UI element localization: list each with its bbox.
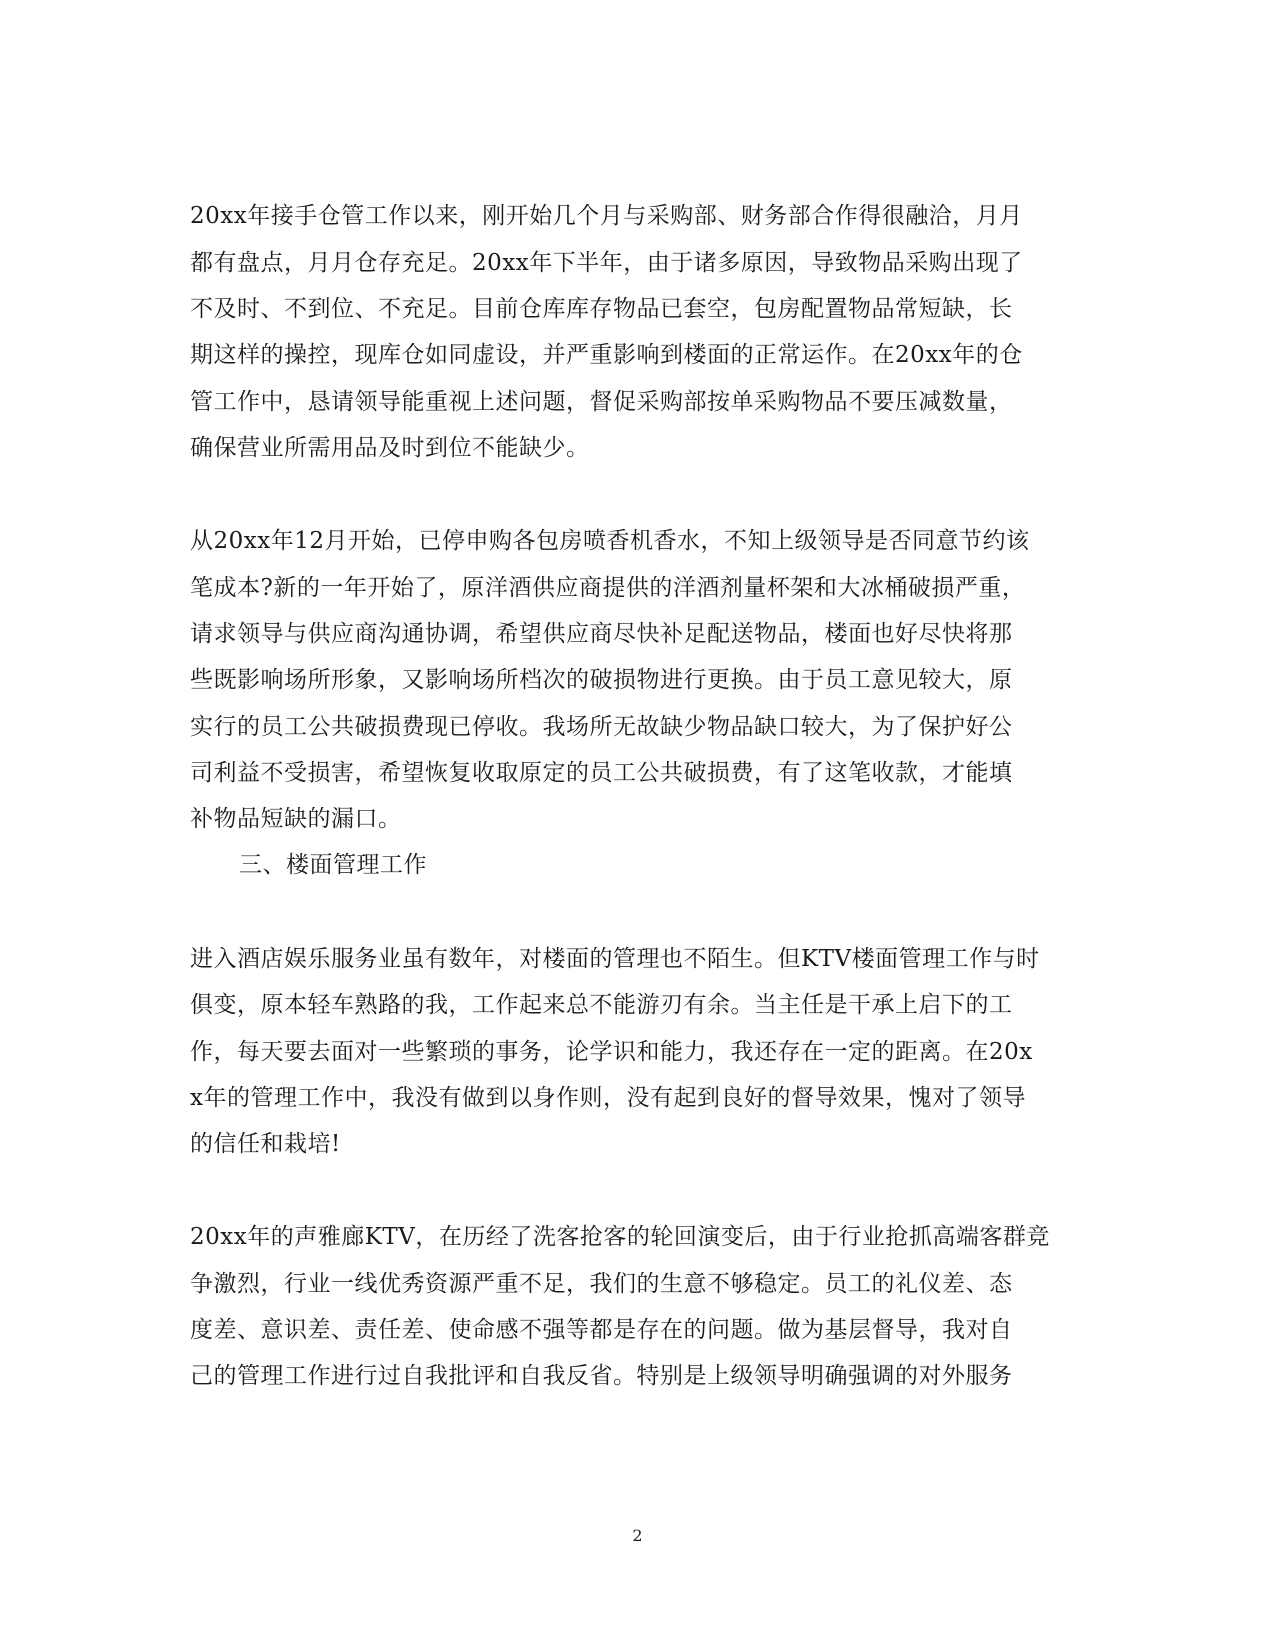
text-line: 从20xx年12月开始，已停申购各包房喷香机香水，不知上级领导是否同意节约该 [190, 528, 1030, 554]
text-line: x年的管理工作中，我没有做到以身作则，没有起到良好的督导效果，愧对了领导 [190, 1085, 1026, 1111]
text-line: 司利益不受损害，希望恢复收取原定的员工公共破损费，有了这笔收款，才能填 [190, 760, 1013, 786]
text-line: 俱变，原本轻车熟路的我，工作起来总不能游刃有余。当主任是干承上启下的工 [190, 992, 1013, 1018]
text-line: 期这样的操控，现库仓如同虚设，并严重影响到楼面的正常运作。在20xx年的仓 [190, 342, 1023, 368]
text-line: 20xx年接手仓管工作以来，刚开始几个月与采购部、财务部合作得很融洽，月月 [190, 203, 1023, 229]
text-line: 实行的员工公共破损费现已停收。我场所无故缺少物品缺口较大，为了保护好公 [190, 714, 1013, 740]
text-line: 的信任和栽培! [190, 1131, 341, 1157]
text-line: 笔成本?新的一年开始了，原洋酒供应商提供的洋酒剂量杯架和大冰桶破损严重， [190, 575, 1026, 601]
text-line: 20xx年的声雅廊KTV，在历经了洗客抢客的轮回演变后，由于行业抢抓高端客群竞 [190, 1224, 1050, 1250]
text-line: 补物品短缺的漏口。 [190, 806, 402, 832]
text-line: 不及时、不到位、不充足。目前仓库库存物品已套空，包房配置物品常短缺，长 [190, 296, 1013, 322]
text-line: 请求领导与供应商沟通协调，希望供应商尽快补足配送物品，楼面也好尽快将那 [190, 621, 1013, 647]
text-line: 争激烈，行业一线优秀资源严重不足，我们的生意不够稳定。员工的礼仪差、态 [190, 1271, 1013, 1297]
section-heading: 三、楼面管理工作 [239, 852, 427, 878]
text-line: 确保营业所需用品及时到位不能缺少。 [190, 435, 590, 461]
page-number: 2 [632, 1526, 643, 1545]
text-line: 度差、意识差、责任差、使命感不强等都是存在的问题。做为基层督导，我对自 [190, 1317, 1013, 1343]
text-line: 进入酒店娱乐服务业虽有数年，对楼面的管理也不陌生。但KTV楼面管理工作与时 [190, 946, 1040, 972]
text-line: 管工作中，恳请领导能重视上述问题，督促采购部按单采购物品不要压减数量， [190, 389, 1013, 415]
text-line: 作，每天要去面对一些繁琐的事务，论学识和能力，我还存在一定的距离。在20x [190, 1039, 1033, 1065]
text-line: 己的管理工作进行过自我批评和自我反省。特别是上级领导明确强调的对外服务 [190, 1363, 1013, 1389]
text-line: 都有盘点，月月仓存充足。20xx年下半年，由于诸多原因，导致物品采购出现了 [190, 250, 1023, 276]
text-line: 些既影响场所形象，又影响场所档次的破损物进行更换。由于员工意见较大，原 [190, 667, 1013, 693]
